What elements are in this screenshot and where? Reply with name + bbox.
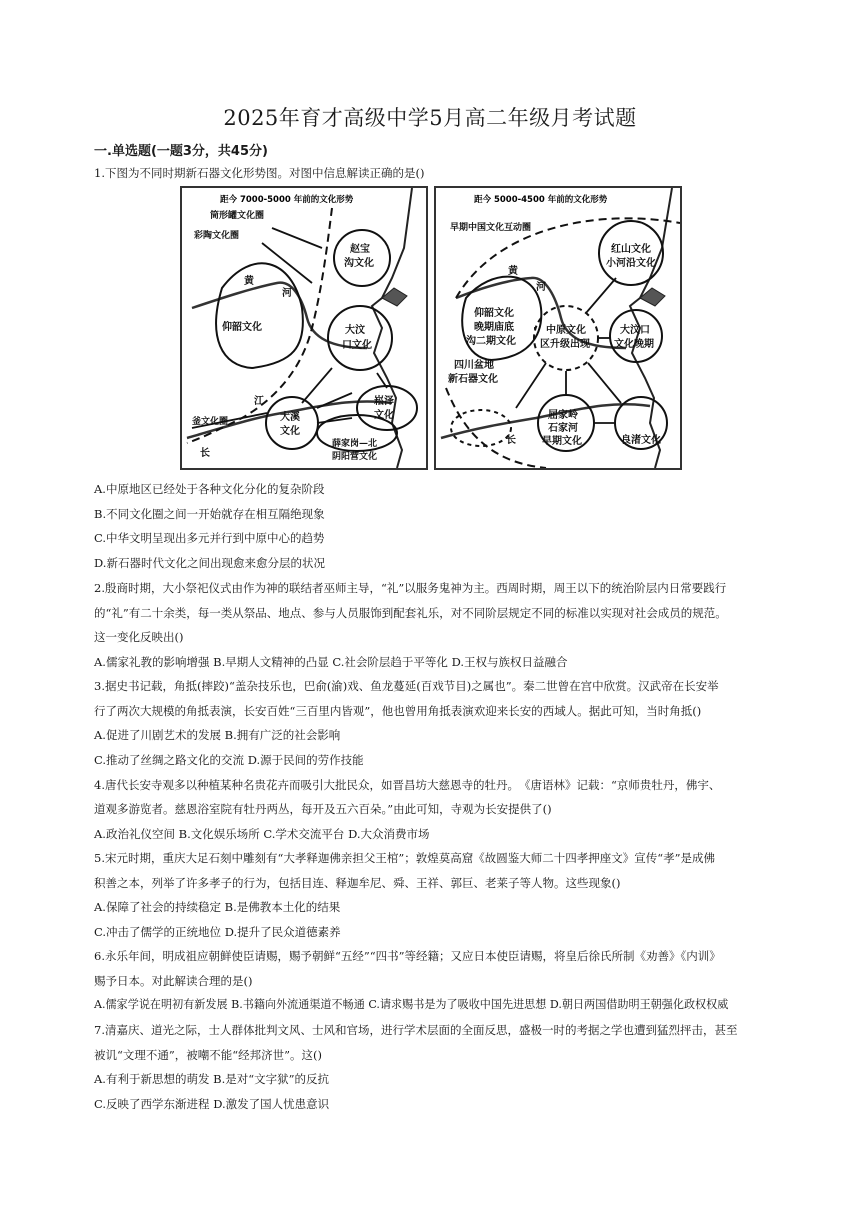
- map-left: [180, 186, 428, 470]
- question-1-stem: 1.下图为不同时期新石器文化形势图。对图中信息解读正确的是(): [94, 166, 425, 180]
- q3-options-2: C.推动了丝绸之路文化的交流 D.源于民间的劳作技能: [94, 753, 364, 767]
- q5-options-2: C.冲击了儒学的正统地位 D.提升了民众道德素养: [94, 925, 341, 939]
- q3-options-1: A.促进了川剧艺术的发展 B.拥有广泛的社会影响: [94, 728, 341, 742]
- label-dawenkou-2: 口文化: [342, 340, 372, 351]
- q1-option-c: C.中华文明呈现出多元并行到中原中心的趋势: [94, 531, 325, 545]
- label-qujialing-2: 石家河: [548, 423, 578, 434]
- map-right: [434, 186, 682, 470]
- label-sichuan-2: 新石器文化: [448, 374, 498, 385]
- label-he: 河: [282, 288, 292, 299]
- question-3-line-2: 行了两次大规模的角抵表演，长安百姓“三百里内皆观”，他也曾用角抵表演欢迎来长安的西域人。据此可知，当时角抵(): [94, 704, 702, 718]
- question-5-line-2: 积善之本，列举了许多孝子的行为，包括目连、释迦牟尼、舜、王祥、郭巨、老莱子等人物。这些现象(): [94, 876, 621, 890]
- q1-option-d: D.新石器时代文化之间出现愈来愈分层的状况: [94, 556, 325, 570]
- q7-options-2: C.反映了西学东渐进程 D.激发了国人忧患意识: [94, 1097, 330, 1111]
- question-6-line-2: 赐予日本。对此解读合理的是(): [94, 974, 253, 988]
- label-songze-2: 文化: [374, 410, 394, 421]
- question-4-line-1: 4.唐代长安寺观多以种植某种名贵花卉而吸引大批民众，如晋昌坊大慈恩寺的牡丹。 《唐语林》记载：“京师贵牡丹，佛宇、: [94, 778, 721, 792]
- label-dawenkou: 大汶: [345, 325, 365, 336]
- label-daxi: 大溪: [280, 412, 300, 423]
- q7-options-1: A.有利于新思想的萌发 B.是对“文字狱”的反抗: [94, 1072, 329, 1086]
- question-2-line-3: 这一变化反映出(): [94, 630, 184, 644]
- section-heading: 一.单选题(一题3分，共45分): [94, 144, 268, 159]
- q5-options-1: A.保障了社会的持续稳定 B.是佛教本土化的结果: [94, 900, 341, 914]
- question-6-line-1: 6.永乐年间，明成祖应朝鲜使臣请赐，赐予朝鲜“五经”“四书”等经籍；又应日本使臣请赐，将皇后徐氏所制《劝善》《内训》: [94, 949, 721, 963]
- map-left-title: 距今 7000-5000 年前的文化形势: [220, 195, 354, 205]
- page-title: 2025年育才高级中学5月高二年级月考试题: [223, 106, 637, 130]
- label-yangshao-late-3: 沟二期文化: [466, 336, 516, 347]
- map-right-title: 距今 5000-4500 年前的文化形势: [474, 195, 608, 205]
- label-huang: 黄: [244, 276, 254, 287]
- q2-options: A.儒家礼教的影响增强 B.早期人文精神的凸显 C.社会阶层趋于平等化 D.王权与族权日益融合: [94, 655, 568, 669]
- question-3-line-1: 3.据史书记载，角抵(摔跤)“盖杂技乐也，巴俞(渝)戏、鱼龙蔓延(百戏节目)之属也”。秦二世曾在宫中欣赏。汉武帝在长安举: [94, 679, 719, 693]
- label-yangshao-late: 仰韶文化: [474, 308, 514, 319]
- label-dawenkou-late-2: 文化晚期: [614, 339, 654, 350]
- question-2-line-1: 2.殷商时期，大小祭祀仪式由作为神的联结者巫师主导，“礼”以服务鬼神为主。西周时期，周王以下的统治阶层内日常要践行: [94, 581, 727, 595]
- label-daxi-2: 文化: [280, 426, 300, 437]
- label-zhaobaogou: 赵宝: [350, 244, 370, 255]
- label-songze: 崧泽: [374, 396, 394, 407]
- q6-options: A.儒家学说在明初有新发展 B.书籍向外流通渠道不畅通 C.请求赐书是为了吸收中国先进思想 D.朝日两国借助明王朝强化政权权威: [94, 998, 729, 1011]
- label-chang: 长: [200, 448, 210, 459]
- label-chang-r: 长: [506, 435, 516, 446]
- q1-option-a: A.中原地区已经处于各种文化分化的复杂阶段: [94, 482, 325, 496]
- label-caitao: 彩陶文化圈: [194, 231, 240, 241]
- question-7-line-1: 7.清嘉庆、道光之际，士人群体批判文风、士风和官场，进行学术层面的全面反思，盛极一时的考据之学也遭到猛烈抨击，甚至: [94, 1023, 738, 1037]
- question-4-line-2: 道观多游览者。慈恩浴室院有牡丹两丛，每开及五六百朵。”由此可知，寺观为长安提供了(): [94, 802, 552, 816]
- label-yangshao: 仰韶文化: [222, 322, 262, 333]
- label-yangshao-late-2: 晚期庙底: [474, 322, 514, 333]
- q4-options: A.政治礼仪空间 B.文化娱乐场所 C.学术交流平台 D.大众消费市场: [94, 827, 430, 841]
- label-zhongyuan: 中原文化: [546, 325, 586, 336]
- label-sichuan: 四川盆地: [454, 360, 494, 371]
- label-jiang: 江: [254, 396, 264, 407]
- q1-option-b: B.不同文化圈之间一开始就存在相互隔绝现象: [94, 507, 325, 521]
- label-zhaobaogou-2: 沟文化: [344, 258, 374, 269]
- label-huang-r: 黄: [508, 266, 518, 277]
- question-5-line-1: 5.宋元时期，重庆大足石刻中雕刻有“大孝释迦佛亲担父王棺”；敦煌莫高窟《故圆鉴大师二十四孝押座文》宣传“孝”是成佛: [94, 851, 715, 865]
- label-hudong: 早期中国文化互动圈: [450, 223, 532, 233]
- label-fu: 釜文化圈: [192, 417, 229, 427]
- label-dawenkou-late: 大汶口: [620, 325, 650, 336]
- label-xuejiagang: 薛家岗—北: [332, 439, 378, 449]
- question-2-line-2: 的“礼”有二十余类，每一类从祭品、地点、参与人员服饰到配套礼乐，对不同阶层规定不同的标准以实现对社会成员的规范。: [94, 606, 727, 620]
- label-xuejiagang-2: 阴阳营文化: [332, 452, 378, 462]
- label-qujialing-3: 早期文化: [542, 436, 582, 447]
- label-hongshan: 红山文化: [611, 244, 651, 255]
- label-qujialing: 屈家岭: [548, 410, 578, 421]
- question-7-line-2: 被讥“文理不通”，被嘲不能“经邦济世”。这(): [94, 1048, 322, 1062]
- label-zhongyuan-2: 区升级出现: [540, 339, 590, 350]
- label-he-r: 河: [536, 282, 546, 293]
- neolithic-culture-maps: [180, 186, 680, 468]
- label-tongxingguan: 筒形罐文化圈: [210, 211, 265, 221]
- label-liangzhu: 良渚文化: [621, 435, 661, 446]
- label-hongshan-2: 小河沿文化: [606, 258, 656, 269]
